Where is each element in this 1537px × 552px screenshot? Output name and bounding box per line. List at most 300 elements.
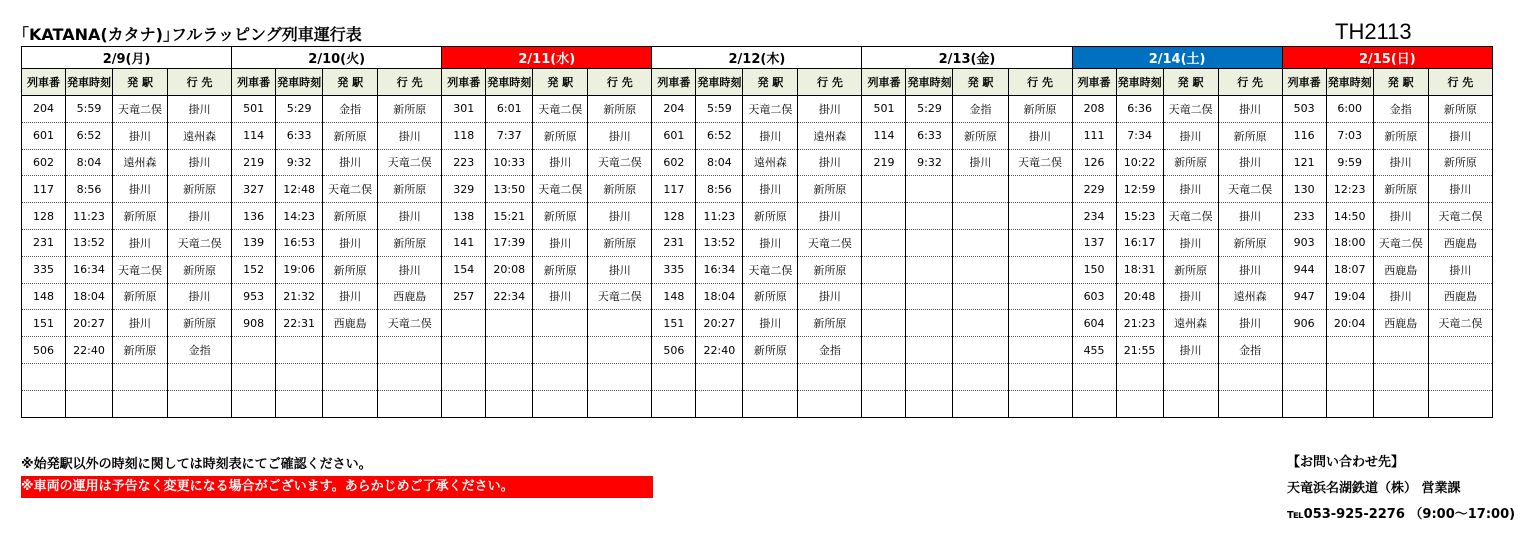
table-cell: 141 xyxy=(442,229,486,256)
table-cell: 西鹿島 xyxy=(1373,256,1428,283)
table-cell xyxy=(696,363,743,390)
table-cell xyxy=(22,390,66,417)
table-cell xyxy=(953,363,1008,390)
table-cell xyxy=(1072,390,1116,417)
table-cell xyxy=(906,363,953,390)
table-cell: 掛川 xyxy=(1373,203,1428,230)
table-cell: 掛川 xyxy=(743,122,798,149)
table-cell: 新所原 xyxy=(1428,149,1492,176)
table-cell: 金指 xyxy=(323,96,378,123)
table-cell: 116 xyxy=(1282,122,1326,149)
table-cell: 天竜二俣 xyxy=(743,96,798,123)
table-cell: 126 xyxy=(1072,149,1116,176)
table-cell xyxy=(1282,390,1326,417)
table-cell xyxy=(862,310,906,337)
table-cell: 掛川 xyxy=(168,203,232,230)
table-cell: 掛川 xyxy=(743,229,798,256)
table-row xyxy=(22,96,1493,123)
table-cell: 天竜二俣 xyxy=(588,283,652,310)
table-cell xyxy=(906,229,953,256)
table-cell xyxy=(1373,337,1428,364)
table-cell xyxy=(1218,363,1282,390)
table-cell: 遠州森 xyxy=(113,149,168,176)
table-cell: 新所原 xyxy=(323,203,378,230)
table-cell: 掛川 xyxy=(1163,176,1218,203)
table-cell: 掛川 xyxy=(953,149,1008,176)
table-cell: 503 xyxy=(1282,96,1326,123)
table-cell: 22:40 xyxy=(66,337,113,364)
table-cell: 455 xyxy=(1072,337,1116,364)
table-cell: 掛川 xyxy=(798,203,862,230)
table-cell: 天竜二俣 xyxy=(533,176,588,203)
table-cell xyxy=(953,337,1008,364)
table-cell: 151 xyxy=(22,310,66,337)
table-cell: 掛川 xyxy=(1008,122,1072,149)
table-cell: 6:00 xyxy=(1326,96,1373,123)
table-cell xyxy=(906,283,953,310)
table-cell: 14:50 xyxy=(1326,203,1373,230)
table-cell: 新所原 xyxy=(798,176,862,203)
table-cell: 16:17 xyxy=(1116,229,1163,256)
table-cell: 128 xyxy=(22,203,66,230)
table-cell: 掛川 xyxy=(378,122,442,149)
day-header: 2/13(金) xyxy=(862,47,1072,69)
column-header: 発車時刻 xyxy=(276,69,323,96)
table-cell: 掛川 xyxy=(1218,256,1282,283)
table-cell: 5:29 xyxy=(906,96,953,123)
table-cell xyxy=(1373,363,1428,390)
table-cell: 21:32 xyxy=(276,283,323,310)
table-cell: 新所原 xyxy=(113,283,168,310)
table-cell xyxy=(1326,363,1373,390)
table-cell: 6:33 xyxy=(906,122,953,149)
table-cell xyxy=(588,390,652,417)
table-cell: 12:48 xyxy=(276,176,323,203)
table-cell: 天竜二俣 xyxy=(168,229,232,256)
table-cell: 947 xyxy=(1282,283,1326,310)
table-row xyxy=(22,203,1493,230)
table-cell: 天竜二俣 xyxy=(743,256,798,283)
table-cell xyxy=(66,390,113,417)
table-row xyxy=(22,337,1493,364)
table-cell: 12:59 xyxy=(1116,176,1163,203)
table-cell: 掛川 xyxy=(1428,176,1492,203)
table-cell: 掛川 xyxy=(1218,310,1282,337)
table-cell xyxy=(1008,310,1072,337)
table-cell: 128 xyxy=(652,203,696,230)
contact-block xyxy=(1287,453,1515,531)
timetable-body xyxy=(22,96,1493,418)
table-cell: 7:37 xyxy=(486,122,533,149)
page-title: ｢KATANA(カタナ)｣フルラッピング列車運行表 xyxy=(21,25,362,44)
table-cell xyxy=(1428,363,1492,390)
column-header: 発 駅 xyxy=(1163,69,1218,96)
table-cell: 新所原 xyxy=(168,310,232,337)
table-cell: 天竜二俣 xyxy=(378,310,442,337)
table-cell xyxy=(862,229,906,256)
table-cell: 16:53 xyxy=(276,229,323,256)
day-header: 2/15(日) xyxy=(1282,47,1492,69)
table-cell: 22:31 xyxy=(276,310,323,337)
table-cell xyxy=(533,310,588,337)
table-cell xyxy=(906,203,953,230)
table-cell: 7:34 xyxy=(1116,122,1163,149)
table-cell: 新所原 xyxy=(743,203,798,230)
table-cell: 16:34 xyxy=(696,256,743,283)
table-cell: 掛川 xyxy=(1163,283,1218,310)
table-cell: 335 xyxy=(652,256,696,283)
table-cell xyxy=(22,363,66,390)
table-cell xyxy=(533,363,588,390)
table-cell: 遠州森 xyxy=(1218,283,1282,310)
table-cell xyxy=(588,363,652,390)
table-cell: 天竜二俣 xyxy=(1008,149,1072,176)
column-header: 発 駅 xyxy=(743,69,798,96)
table-cell: 219 xyxy=(232,149,276,176)
table-cell: 136 xyxy=(232,203,276,230)
table-cell: 5:59 xyxy=(66,96,113,123)
table-cell: 天竜二俣 xyxy=(533,96,588,123)
table-cell: 148 xyxy=(22,283,66,310)
column-header: 行 先 xyxy=(588,69,652,96)
table-cell xyxy=(168,390,232,417)
table-cell: 602 xyxy=(22,149,66,176)
table-cell: 新所原 xyxy=(1373,176,1428,203)
table-cell: 金指 xyxy=(1218,337,1282,364)
table-cell xyxy=(486,310,533,337)
table-row xyxy=(22,122,1493,149)
table-cell: 新所原 xyxy=(1428,96,1492,123)
table-cell xyxy=(378,337,442,364)
table-cell: 天竜二俣 xyxy=(113,96,168,123)
table-cell: 604 xyxy=(1072,310,1116,337)
table-cell xyxy=(486,390,533,417)
table-cell xyxy=(1282,337,1326,364)
table-cell xyxy=(533,390,588,417)
table-cell: 19:06 xyxy=(276,256,323,283)
table-cell: 掛川 xyxy=(1163,337,1218,364)
table-cell: 新所原 xyxy=(323,256,378,283)
table-cell: 137 xyxy=(1072,229,1116,256)
table-cell: 掛川 xyxy=(1218,96,1282,123)
table-cell xyxy=(743,390,798,417)
table-cell: 天竜二俣 xyxy=(588,149,652,176)
table-cell: 掛川 xyxy=(113,310,168,337)
table-cell: 西鹿島 xyxy=(1428,283,1492,310)
table-cell xyxy=(588,310,652,337)
table-cell: 掛川 xyxy=(1218,149,1282,176)
contact-heading: 【お問い合わせ先】 xyxy=(1287,455,1405,470)
table-cell: 13:50 xyxy=(486,176,533,203)
table-cell xyxy=(442,310,486,337)
table-row xyxy=(22,149,1493,176)
table-cell: 掛川 xyxy=(378,203,442,230)
table-cell xyxy=(1116,390,1163,417)
table-cell: 335 xyxy=(22,256,66,283)
table-cell: 天竜二俣 xyxy=(113,256,168,283)
table-cell: 金指 xyxy=(798,337,862,364)
table-cell: 11:23 xyxy=(66,203,113,230)
table-cell: 6:52 xyxy=(696,122,743,149)
timetable-grid xyxy=(21,46,1493,418)
table-cell: 掛川 xyxy=(113,176,168,203)
table-cell: 114 xyxy=(862,122,906,149)
column-header: 列車番 xyxy=(652,69,696,96)
table-cell xyxy=(953,229,1008,256)
table-cell: 掛川 xyxy=(113,122,168,149)
column-header: 発 駅 xyxy=(1373,69,1428,96)
table-cell xyxy=(862,337,906,364)
column-header: 列車番 xyxy=(442,69,486,96)
table-cell: 148 xyxy=(652,283,696,310)
table-cell: 118 xyxy=(442,122,486,149)
table-cell: 151 xyxy=(652,310,696,337)
table-cell: 6:52 xyxy=(66,122,113,149)
table-cell: 16:34 xyxy=(66,256,113,283)
table-cell: 6:33 xyxy=(276,122,323,149)
table-cell: 新所原 xyxy=(378,229,442,256)
column-header: 発 駅 xyxy=(533,69,588,96)
table-cell: 掛川 xyxy=(1163,122,1218,149)
table-cell: 金指 xyxy=(168,337,232,364)
table-cell: 506 xyxy=(22,337,66,364)
table-cell: 西鹿島 xyxy=(323,310,378,337)
column-header: 列車番 xyxy=(862,69,906,96)
table-cell xyxy=(1326,390,1373,417)
table-cell: 21:23 xyxy=(1116,310,1163,337)
table-cell xyxy=(1008,176,1072,203)
table-cell: 掛川 xyxy=(533,149,588,176)
table-cell: 22:34 xyxy=(486,283,533,310)
table-row xyxy=(22,283,1493,310)
table-cell: 204 xyxy=(652,96,696,123)
table-cell xyxy=(953,256,1008,283)
table-cell: 掛川 xyxy=(168,149,232,176)
day-header-row xyxy=(22,47,1493,69)
table-cell xyxy=(862,176,906,203)
table-cell: 9:32 xyxy=(906,149,953,176)
table-cell xyxy=(378,363,442,390)
table-cell: 掛川 xyxy=(1428,122,1492,149)
table-cell xyxy=(953,310,1008,337)
table-cell: 506 xyxy=(652,337,696,364)
column-header: 列車番 xyxy=(1282,69,1326,96)
table-cell: 7:03 xyxy=(1326,122,1373,149)
table-cell: 新所原 xyxy=(533,256,588,283)
table-cell: 新所原 xyxy=(798,256,862,283)
table-cell xyxy=(1008,363,1072,390)
table-cell: 掛川 xyxy=(743,310,798,337)
table-cell: 229 xyxy=(1072,176,1116,203)
table-cell xyxy=(1008,203,1072,230)
table-cell: 20:48 xyxy=(1116,283,1163,310)
table-cell: 13:52 xyxy=(696,229,743,256)
table-cell xyxy=(442,337,486,364)
table-cell xyxy=(1008,337,1072,364)
table-cell: 9:32 xyxy=(276,149,323,176)
table-cell: 新所原 xyxy=(1218,229,1282,256)
table-cell: 新所原 xyxy=(798,310,862,337)
table-cell: 新所原 xyxy=(953,122,1008,149)
table-cell: 掛川 xyxy=(1163,229,1218,256)
table-cell xyxy=(906,390,953,417)
table-cell: 8:56 xyxy=(696,176,743,203)
table-cell xyxy=(323,390,378,417)
table-cell xyxy=(1326,337,1373,364)
table-cell: 13:52 xyxy=(66,229,113,256)
table-cell: 944 xyxy=(1282,256,1326,283)
table-cell: 11:23 xyxy=(696,203,743,230)
table-cell: 掛川 xyxy=(798,149,862,176)
table-cell: 遠州森 xyxy=(743,149,798,176)
table-cell: 新所原 xyxy=(168,256,232,283)
table-cell: 17:39 xyxy=(486,229,533,256)
table-cell: 121 xyxy=(1282,149,1326,176)
table-cell xyxy=(1008,390,1072,417)
table-cell: 西鹿島 xyxy=(378,283,442,310)
table-cell: 117 xyxy=(22,176,66,203)
table-cell xyxy=(743,363,798,390)
table-cell: 新所原 xyxy=(743,337,798,364)
table-cell: 新所原 xyxy=(1008,96,1072,123)
table-cell xyxy=(906,176,953,203)
table-cell xyxy=(1218,390,1282,417)
table-cell: 5:59 xyxy=(696,96,743,123)
table-cell: 掛川 xyxy=(168,283,232,310)
day-header: 2/10(火) xyxy=(232,47,442,69)
table-cell xyxy=(533,337,588,364)
contact-company: 天竜浜名湖鉄道（株） 営業課 xyxy=(1287,481,1461,496)
contact-tel: ℡053-925-2276 （9:00～17:00) xyxy=(1287,507,1516,522)
table-cell: 掛川 xyxy=(323,229,378,256)
table-cell: 西鹿島 xyxy=(1428,229,1492,256)
table-cell: 18:07 xyxy=(1326,256,1373,283)
table-cell xyxy=(906,256,953,283)
table-row xyxy=(22,256,1493,283)
table-cell: 501 xyxy=(862,96,906,123)
table-cell xyxy=(113,390,168,417)
column-header: 発 駅 xyxy=(323,69,378,96)
column-header: 発車時刻 xyxy=(696,69,743,96)
table-cell: 20:27 xyxy=(66,310,113,337)
table-cell: 257 xyxy=(442,283,486,310)
table-cell: 西鹿島 xyxy=(1373,310,1428,337)
table-cell xyxy=(1008,283,1072,310)
table-cell xyxy=(906,310,953,337)
table-cell: 掛川 xyxy=(798,96,862,123)
day-header: 2/12(木) xyxy=(652,47,862,69)
table-cell: 新所原 xyxy=(113,337,168,364)
table-cell xyxy=(862,390,906,417)
table-cell: 906 xyxy=(1282,310,1326,337)
column-header: 行 先 xyxy=(1218,69,1282,96)
table-cell: 新所原 xyxy=(533,122,588,149)
table-cell: 天竜二俣 xyxy=(1428,203,1492,230)
table-cell: 新所原 xyxy=(1218,122,1282,149)
table-cell: 22:40 xyxy=(696,337,743,364)
table-cell: 掛川 xyxy=(743,176,798,203)
table-cell: 231 xyxy=(652,229,696,256)
note-warning: ※車両の運用は予告なく変更になる場合がございます。あらかじめご了承ください。 xyxy=(21,476,653,498)
column-header: 発車時刻 xyxy=(906,69,953,96)
day-header: 2/14(土) xyxy=(1072,47,1282,69)
table-cell: 天竜二俣 xyxy=(1373,229,1428,256)
table-cell: 新所原 xyxy=(1373,122,1428,149)
table-cell: 10:22 xyxy=(1116,149,1163,176)
table-cell: 130 xyxy=(1282,176,1326,203)
table-cell: 21:55 xyxy=(1116,337,1163,364)
table-cell: 114 xyxy=(232,122,276,149)
table-cell: 8:04 xyxy=(696,149,743,176)
table-cell: 掛川 xyxy=(1373,149,1428,176)
table-cell: 新所原 xyxy=(1163,256,1218,283)
table-cell: 6:01 xyxy=(486,96,533,123)
table-cell xyxy=(276,390,323,417)
column-header: 発 駅 xyxy=(113,69,168,96)
table-cell: 掛川 xyxy=(588,203,652,230)
table-cell xyxy=(696,390,743,417)
table-cell: 204 xyxy=(22,96,66,123)
table-cell: 10:33 xyxy=(486,149,533,176)
table-cell: 掛川 xyxy=(378,256,442,283)
table-cell xyxy=(442,390,486,417)
table-cell xyxy=(113,363,168,390)
table-cell: 8:56 xyxy=(66,176,113,203)
column-header-row xyxy=(22,69,1493,96)
table-cell xyxy=(953,203,1008,230)
table-cell: 138 xyxy=(442,203,486,230)
table-cell: 152 xyxy=(232,256,276,283)
table-cell: 掛川 xyxy=(1373,283,1428,310)
table-cell: 233 xyxy=(1282,203,1326,230)
table-cell: 327 xyxy=(232,176,276,203)
table-cell xyxy=(1428,337,1492,364)
table-cell: 603 xyxy=(1072,283,1116,310)
table-cell: 天竜二俣 xyxy=(323,176,378,203)
table-row xyxy=(22,310,1493,337)
table-cell: 150 xyxy=(1072,256,1116,283)
table-cell: 15:21 xyxy=(486,203,533,230)
table-cell xyxy=(652,390,696,417)
table-cell xyxy=(798,363,862,390)
table-cell xyxy=(486,363,533,390)
column-header: 列車番 xyxy=(1072,69,1116,96)
table-cell: 154 xyxy=(442,256,486,283)
table-cell: 953 xyxy=(232,283,276,310)
table-cell xyxy=(862,283,906,310)
table-cell: 金指 xyxy=(1373,96,1428,123)
table-cell xyxy=(168,363,232,390)
table-row xyxy=(22,229,1493,256)
table-cell: 20:08 xyxy=(486,256,533,283)
table-cell: 新所原 xyxy=(588,176,652,203)
table-cell xyxy=(232,390,276,417)
table-cell: 231 xyxy=(22,229,66,256)
table-cell: 12:23 xyxy=(1326,176,1373,203)
table-cell xyxy=(1008,256,1072,283)
table-cell xyxy=(486,337,533,364)
table-cell: 掛川 xyxy=(1428,256,1492,283)
table-cell: 15:23 xyxy=(1116,203,1163,230)
table-cell xyxy=(232,337,276,364)
table-cell: 新所原 xyxy=(588,96,652,123)
table-cell xyxy=(1116,363,1163,390)
column-header: 行 先 xyxy=(798,69,862,96)
table-cell: 新所原 xyxy=(743,283,798,310)
table-cell: 新所原 xyxy=(378,176,442,203)
table-cell xyxy=(232,363,276,390)
table-cell xyxy=(66,363,113,390)
